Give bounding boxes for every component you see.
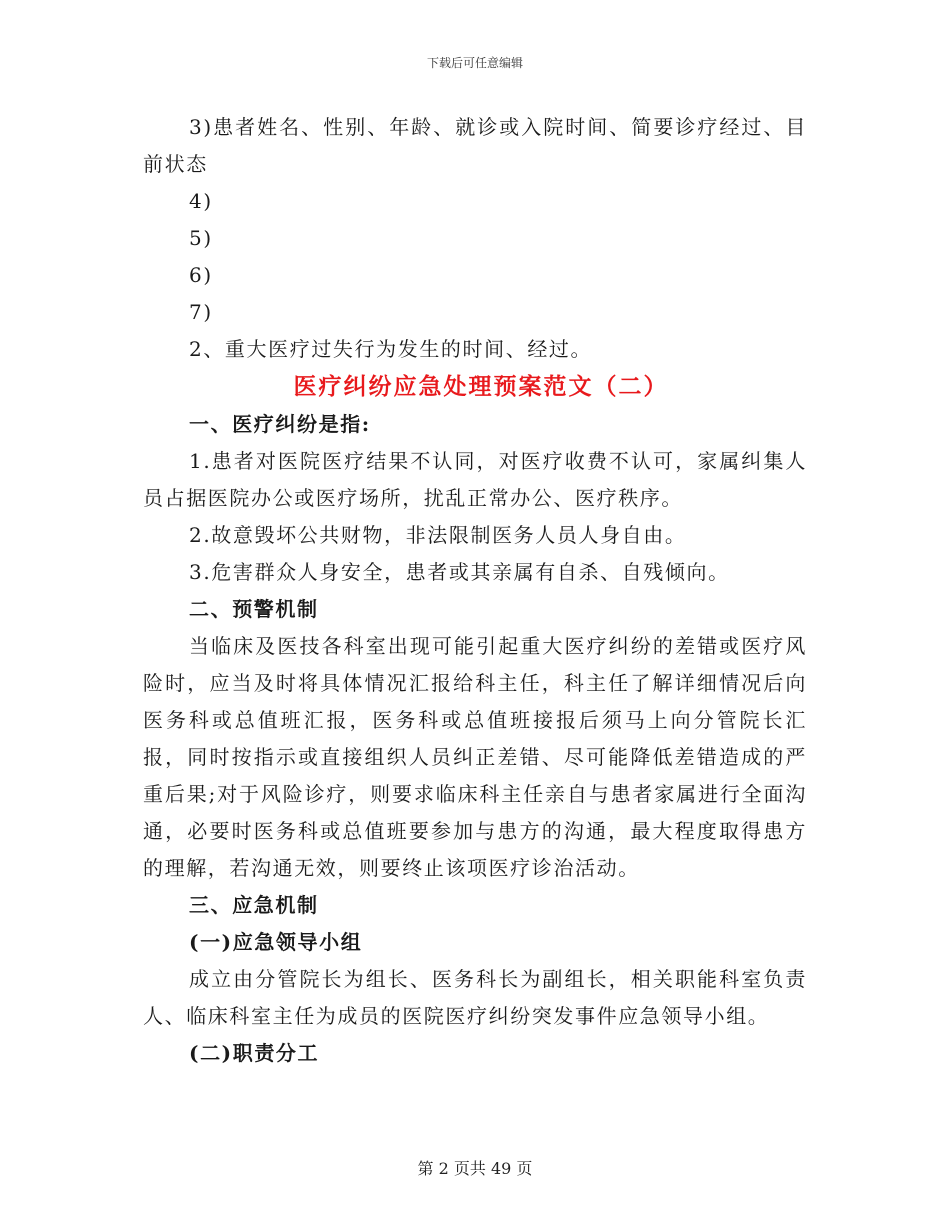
definition-3: 3.危害群众人身安全，患者或其亲属有自杀、自残倾向。 (189, 560, 730, 584)
list-item-7: 7) (189, 300, 213, 324)
list-item-3: 3)患者姓名、性别、年龄、就诊或入院时间、简要诊疗经过、目前状态 (143, 115, 807, 176)
warning-paragraph: 当临床及医技各科室出现可能引起重大医疗纠纷的差错或医疗风险时，应当及时将具体情况汇报给科主任，科主任了解详细情况后向医务科或总值班汇报，医务科或总值班接报后须马上向分管院长汇报，同时按指示或直接组织人员纠正差错、尽可能降低差错造成的严重后果;对于风险诊疗，则要求临床科主任亲自与患者家属进行全面沟通，必要时医务科或总值班要参加与患方的沟通，最大程度取得患方的理解，若沟通无效，则要终止该项医疗诊治活动。 (143, 634, 807, 880)
leadership-paragraph: 成立由分管院长为组长、医务科长为副组长，相关职能科室负责人、临床科室主任为成员的医院医疗纠纷突发事件应急领导小组。 (143, 967, 807, 1028)
heading-duties: (二)职责分工 (189, 1041, 320, 1065)
document-body (143, 109, 807, 1072)
point-2: 2、重大医疗过失行为发生的时间、经过。 (189, 337, 593, 361)
heading-warning: 二、预警机制 (189, 597, 319, 621)
heading-leadership: (一)应急领导小组 (189, 930, 363, 954)
definition-2: 2.故意毁坏公共财物，非法限制医务人员人身自由。 (189, 523, 687, 547)
heading-emergency: 三、应急机制 (189, 893, 319, 917)
heading-definition: 一、医疗纠纷是指: (189, 412, 371, 436)
section-title: 医疗纠纷应急处理预案范文（二） (293, 373, 669, 400)
list-item-5: 5) (189, 226, 213, 250)
list-item-6: 6) (189, 263, 213, 287)
page-header-note: 下载后可任意编辑 (426, 56, 523, 70)
list-item-4: 4) (189, 189, 213, 213)
page-number: 第 2 页共 49 页 (417, 1159, 533, 1178)
definition-1: 1.患者对医院医疗结果不认同，对医疗收费不认可，家属纠集人员占据医院办公或医疗场所，扰乱正常办公、医疗秩序。 (143, 449, 807, 510)
